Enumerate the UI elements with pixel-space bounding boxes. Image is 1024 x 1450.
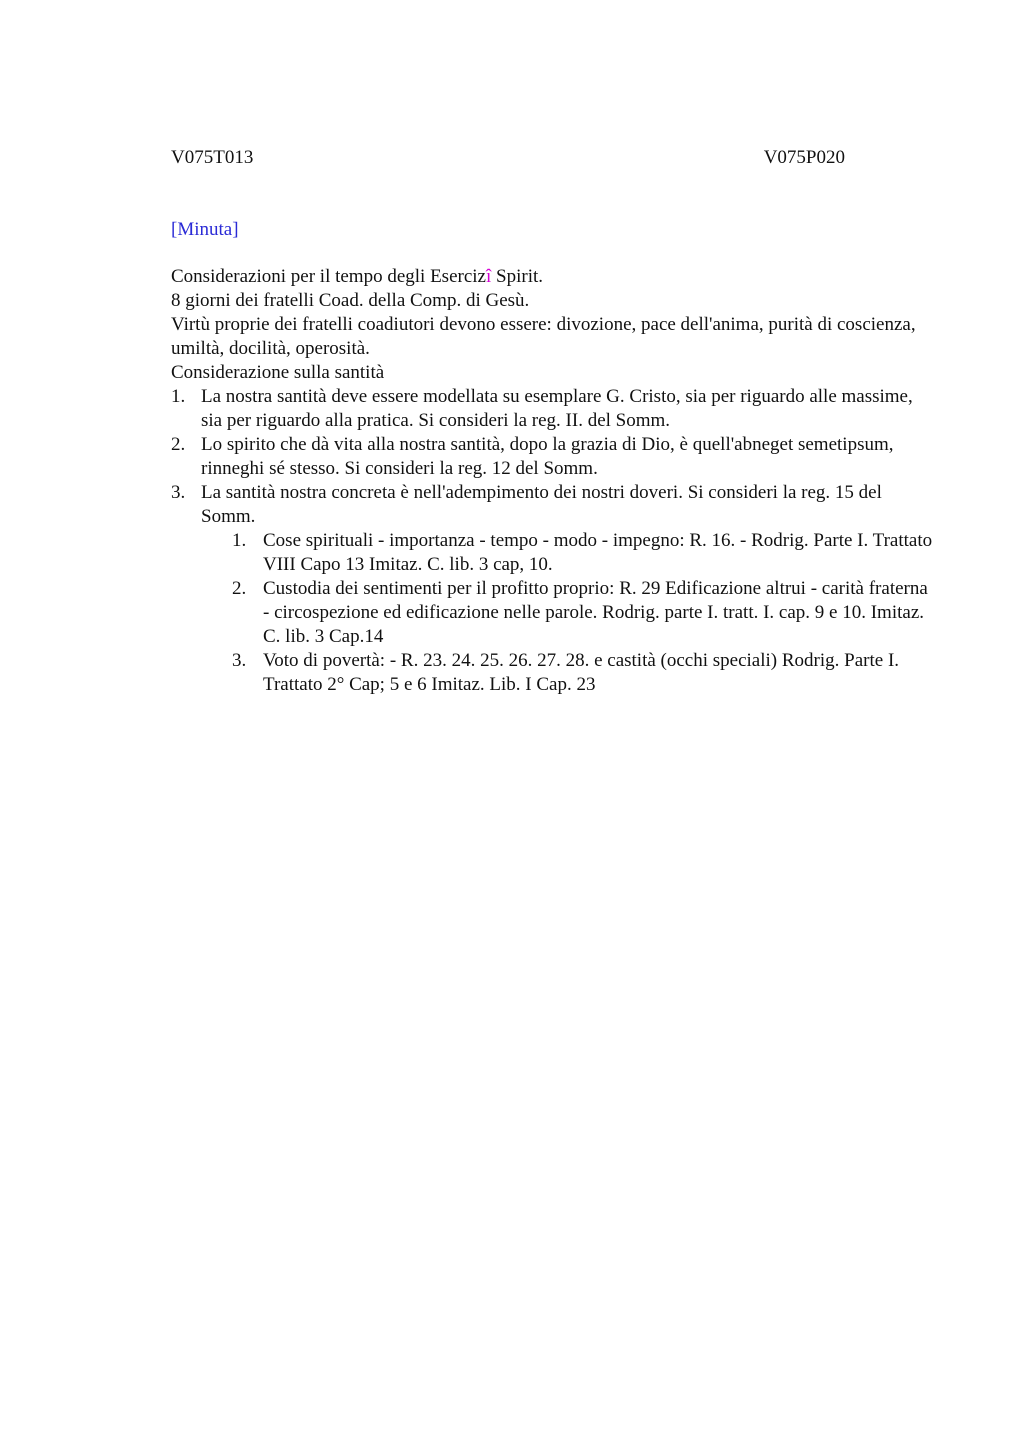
document-code-left: V075T013: [171, 147, 254, 168]
list-item: [171, 433, 935, 481]
document-body: [171, 265, 935, 697]
sub-list-item: [171, 649, 935, 697]
list-item: [171, 481, 935, 529]
list-item-text: La nostra santità deve essere modellata su esemplare G. Cristo, sia per riguardo alle massime, sia per riguardo alla pratica. Si consideri la reg. II. del Somm.: [201, 386, 913, 431]
title-accent-char: î: [485, 266, 492, 287]
sub-list-item-text: Cose spirituali - importanza - tempo - modo - impegno: R. 16. - Rodrig. Parte I. Trattato VIII Capo 13 Imitaz. C. lib. 3 cap, 10.: [263, 530, 933, 575]
sub-list-item: [171, 529, 935, 577]
document-title: [171, 265, 935, 289]
sub-list: [171, 529, 935, 697]
section-heading: Considerazione sulla santità: [171, 362, 385, 383]
page-header: [171, 146, 845, 170]
minuta-label: [Minuta]: [171, 219, 239, 240]
title-text-end: Spirit.: [491, 266, 543, 287]
document-subtitle: 8 giorni dei fratelli Coad. della Comp. di Gesù.: [171, 290, 530, 311]
list-item-text: Lo spirito che dà vita alla nostra santità, dopo la grazia di Dio, è quell'abneget semetipsum, rinneghi sé stesso. Si consideri la reg. 12 del Somm.: [201, 434, 894, 479]
list-item-number: 1.: [171, 386, 186, 407]
list-item-number: 2.: [171, 434, 186, 455]
sub-list-item-text: Custodia dei sentimenti per il profitto proprio: R. 29 Edificazione altrui - carità fraterna - circospezione ed edificazione nelle parole. Rodrig. parte I. tratt. I. cap. 9 e 10. Imitaz. C. lib. 3 Cap.14: [263, 578, 928, 647]
sub-list-item-number: 1.: [232, 530, 247, 551]
list-item-text: La santità nostra concreta è nell'adempimento dei nostri doveri. Si consideri la reg. 15 del Somm.: [201, 482, 882, 527]
title-text-start: Considerazioni per il tempo degli Eserciz: [171, 266, 486, 287]
virtues-paragraph: Virtù proprie dei fratelli coadiutori devono essere: divozione, pace dell'anima, purità di coscienza, umiltà, docilità, operosità.: [171, 314, 916, 359]
list-item-number: 3.: [171, 482, 186, 503]
sub-list-item-number: 2.: [232, 578, 247, 599]
sub-list-item-number: 3.: [232, 650, 247, 671]
document-code-right: V075P020: [763, 147, 845, 168]
sub-list-item-text: Voto di povertà: - R. 23. 24. 25. 26. 27. 28. e castità (occhi speciali) Rodrig. Parte I. Trattato 2° Cap; 5 e 6 Imitaz. Lib. I Cap. 23: [263, 650, 900, 695]
main-list: [171, 385, 935, 529]
list-item: [171, 385, 935, 433]
sub-list-item: [171, 577, 935, 649]
